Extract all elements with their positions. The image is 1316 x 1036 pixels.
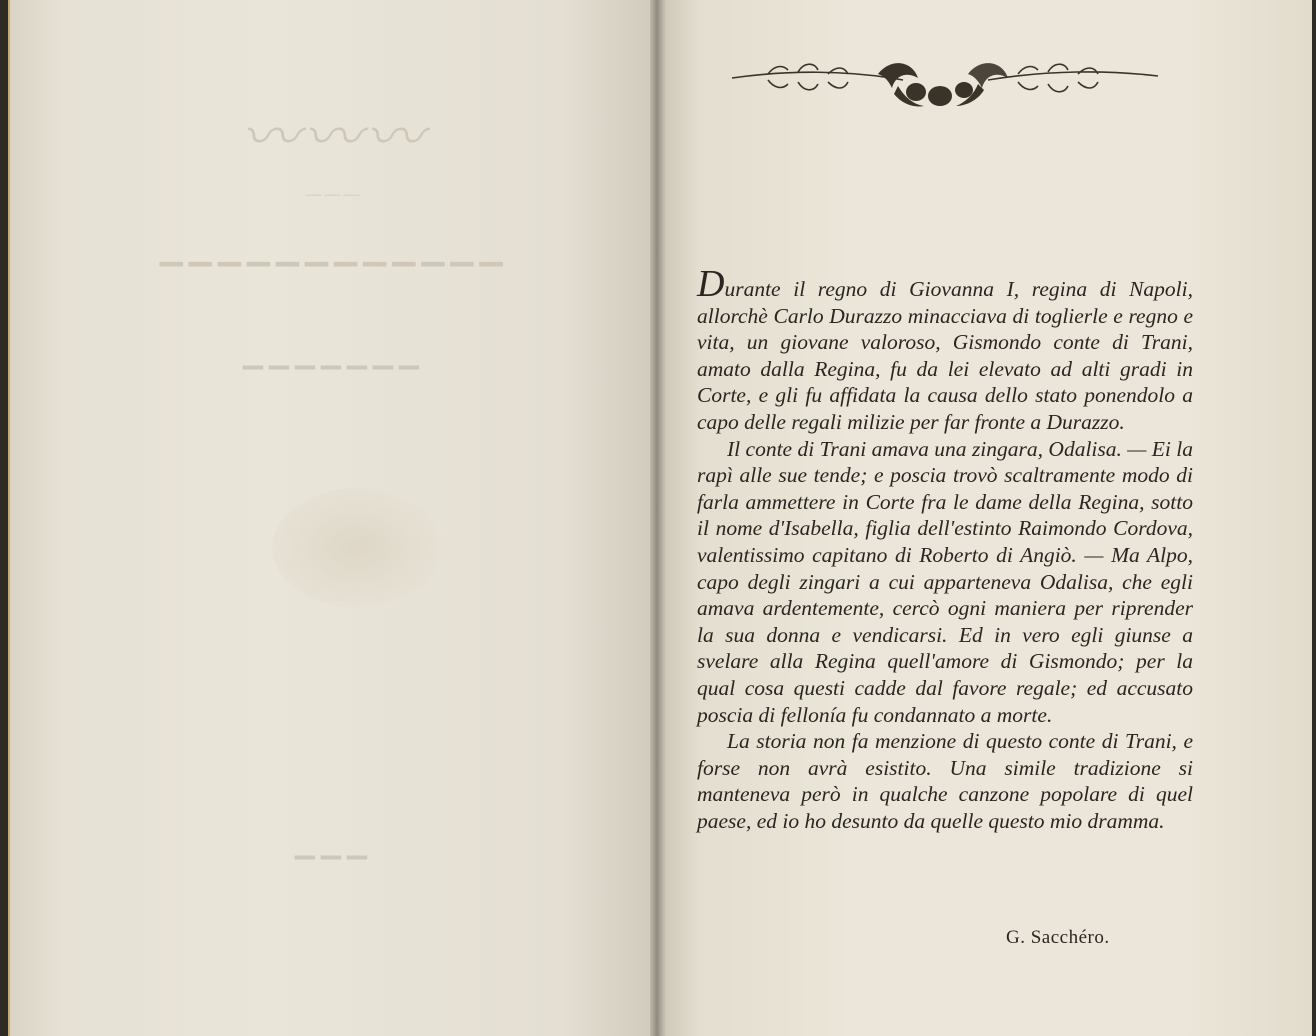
- preface-text: [697, 263, 1193, 834]
- show-through-date: ▁▁▁: [295, 830, 373, 859]
- show-through-author: ▁▁▁▁▁▁▁▁▁▁▁▁: [159, 233, 509, 266]
- leaf-ornament-icon: [728, 56, 1162, 112]
- author-signature: G. Sacchéro.: [1006, 927, 1110, 948]
- show-through-title: 〰〰〰: [240, 105, 427, 170]
- show-through-line-2: ▁▁▁▁▁▁▁: [243, 340, 425, 369]
- preface-paragraph-3: La storia non fa menzione di questo conte di Trani, e forse non avrà esistito. Una simile tradizione si manteneva però in qualche canzone popolare di quel paese, ed io ho desunto da quelle questo mio dramma.: [697, 729, 1193, 833]
- book-gutter: [650, 0, 666, 1036]
- preface-paragraph-2: Il conte di Trani amava una zingara, Odalisa. — Ei la rapì alle sue tende; e poscia trovò scaltramente modo di farla ammettere in Corte fra le dame della Regina, sotto il nome d'Isabella, figlia dell'estinto Raimondo Cordova, valentissimo capitano di Roberto di Angiò. — Ma Alpo, capo degli zingari a cui apparteneva Odalisa, che egli amava ardentemente, cercò ogni maniera per riprender la sua donna e vendicarsi. Ed in vero egli giunse a svelare alla Regina quell'amore di Gismondo; per la qual cosa questi cadde dal favore regale; ed accusato poscia di fellonía fu condannato a morte.: [697, 436, 1193, 727]
- preface-paragraph-1: Durante il regno di Giovanna I, regina di Napoli, allorchè Carlo Durazzo minacciava di toglierle e regno e vita, un giovane valoroso, Gismondo conte di Trani, amato dalla Regina, fu da lei elevato ad alti gradi in Corte, e gli fu affidata la causa dello stato ponendolo a capo delle regali milizie per far fronte a Durazzo.: [697, 263, 1193, 434]
- show-through-emblem: [272, 488, 442, 608]
- left-page: [8, 0, 658, 1036]
- show-through-line: ———: [305, 186, 363, 203]
